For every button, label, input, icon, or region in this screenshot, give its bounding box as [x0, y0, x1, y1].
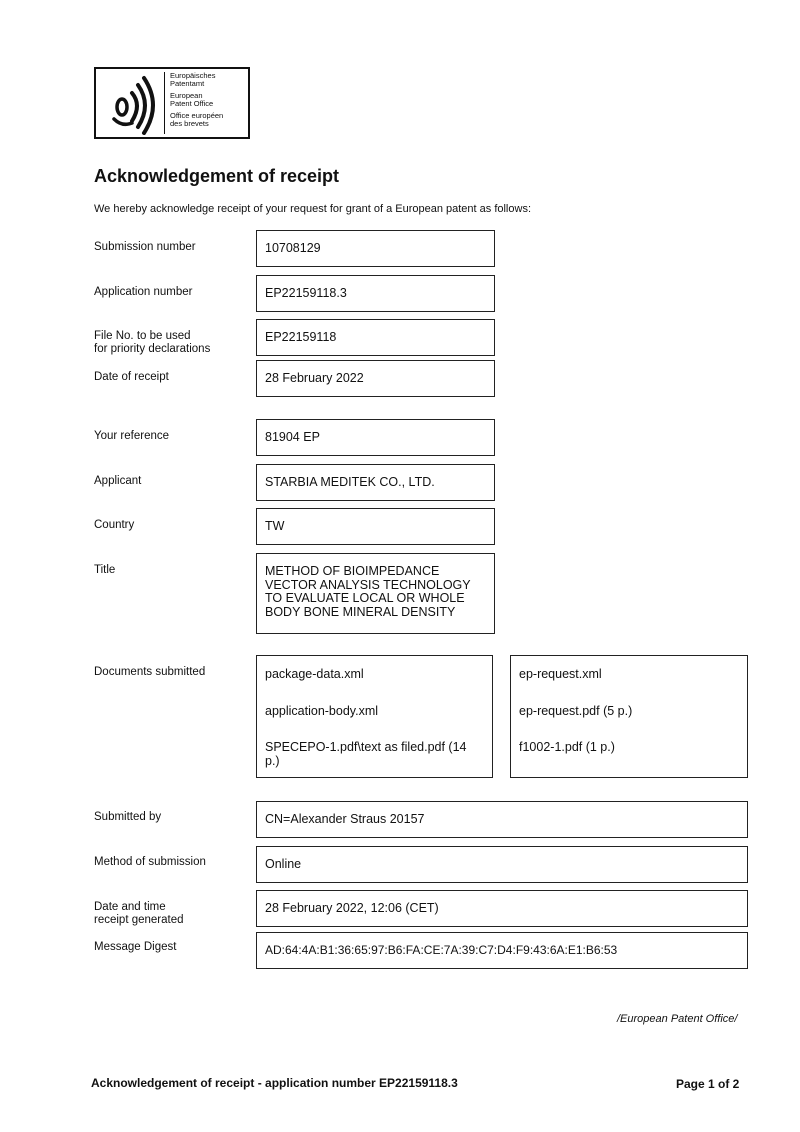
- logo-line: Office européen: [170, 111, 224, 120]
- file-no-label-line: for priority declarations: [94, 343, 211, 355]
- applicant-value: STARBIA MEDITEK CO., LTD.: [265, 474, 435, 489]
- your-reference-box: [256, 419, 495, 456]
- document-item: p.): [265, 754, 280, 768]
- submission-number-box: [256, 230, 495, 267]
- title-line: METHOD OF BIOIMPEDANCE: [265, 564, 440, 578]
- file-no-box: [256, 319, 495, 356]
- date-of-receipt-box: [256, 360, 495, 397]
- title-box: [256, 553, 495, 634]
- title-line: TO EVALUATE LOCAL OR WHOLE: [265, 591, 465, 605]
- application-number-label: Application number: [94, 286, 193, 298]
- application-number-value: EP22159118.3: [265, 285, 347, 300]
- submission-number-value: 10708129: [265, 240, 321, 255]
- documents-label: Documents submitted: [94, 666, 206, 678]
- receipt-time-label: [94, 901, 244, 927]
- your-reference-value: 81904 EP: [265, 429, 320, 444]
- logo-line: Patentamt: [170, 79, 205, 88]
- document-item: SPECEPO-1.pdf\text as filed.pdf (14: [265, 740, 467, 754]
- method-box: [256, 846, 748, 883]
- epo-logo: [94, 67, 250, 139]
- file-no-value: EP22159118: [265, 329, 337, 344]
- epo-emblem-icon: [102, 73, 158, 135]
- logo-line: Europäisches: [170, 71, 216, 80]
- date-of-receipt-value: 28 February 2022: [265, 370, 364, 385]
- document-item: application-body.xml: [265, 704, 379, 718]
- message-digest-value: AD:64:4A:B1:36:65:97:B6:FA:CE:7A:39:C7:D4:F9:43:6A:E1:B6:53: [265, 942, 618, 957]
- title-label: Title: [94, 564, 116, 576]
- submission-number-label: Submission number: [94, 241, 196, 253]
- document-item: package-data.xml: [265, 667, 364, 681]
- file-no-label: [94, 330, 244, 356]
- country-box: [256, 508, 495, 545]
- receipt-time-value: 28 February 2022, 12:06 (CET): [265, 900, 439, 915]
- document-item: f1002-1.pdf (1 p.): [519, 740, 615, 754]
- message-digest-box: [256, 932, 748, 969]
- method-value: Online: [265, 856, 302, 871]
- file-no-label-line: File No. to be used: [94, 330, 191, 342]
- submitted-by-box: [256, 801, 748, 838]
- applicant-box: [256, 464, 495, 501]
- logo-divider: [164, 72, 165, 134]
- submitted-by-label: Submitted by: [94, 811, 162, 823]
- logo-line: des brevets: [170, 119, 209, 128]
- date-of-receipt-label: Date of receipt: [94, 371, 169, 383]
- logo-line: Patent Office: [170, 99, 214, 108]
- title-line: BODY BONE MINERAL DENSITY: [265, 604, 456, 619]
- applicant-label: Applicant: [94, 475, 142, 487]
- documents-left-box: [256, 655, 493, 778]
- page-title: Acknowledgement of receipt: [94, 166, 340, 186]
- method-label: Method of submission: [94, 856, 206, 868]
- page-number: Page 1 of 2: [676, 1077, 740, 1091]
- your-reference-label: Your reference: [94, 430, 170, 442]
- submitted-by-value: CN=Alexander Straus 20157: [265, 811, 425, 826]
- receipt-time-box: [256, 890, 748, 927]
- document-item: ep-request.pdf (5 p.): [519, 704, 633, 718]
- footer-title: Acknowledgement of receipt - application number EP22159118.3: [91, 1076, 458, 1090]
- receipt-time-label-line: Date and time: [94, 901, 166, 913]
- logo-line: European: [170, 91, 203, 100]
- receipt-time-label-line: receipt generated: [94, 914, 184, 926]
- title-line: VECTOR ANALYSIS TECHNOLOGY: [265, 577, 471, 592]
- logo-wordmark: [170, 72, 250, 128]
- message-digest-label: Message Digest: [94, 941, 177, 953]
- signoff: /European Patent Office/: [617, 1013, 738, 1025]
- country-value: TW: [265, 518, 285, 533]
- document-item: ep-request.xml: [519, 667, 602, 681]
- documents-right-box: [510, 655, 748, 778]
- intro-text: We hereby acknowledge receipt of your request for grant of a European patent as follows:: [94, 203, 531, 215]
- country-label: Country: [94, 519, 135, 531]
- application-number-box: [256, 275, 495, 312]
